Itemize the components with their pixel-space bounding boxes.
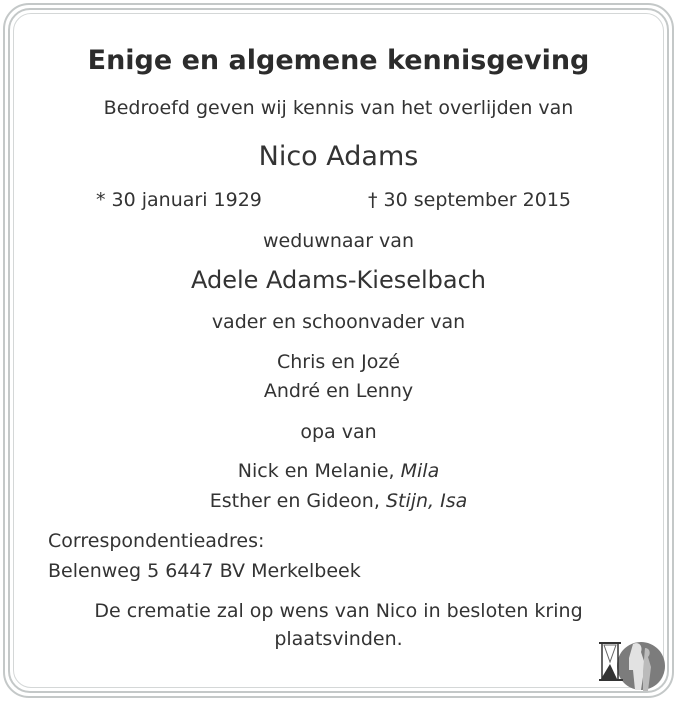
hourglass-embrace-icon	[597, 638, 667, 694]
address: Belenweg 5 6447 BV Merkelbeek	[48, 560, 361, 582]
correspondence-label: Correspondentieadres:	[48, 530, 265, 552]
deceased-name: Nico Adams	[258, 141, 419, 172]
intro-text: Bedroefd geven wij kennis van het overlijden van	[103, 97, 574, 119]
grandchild-kids: Mila	[400, 460, 440, 482]
grandfather-label: opa van	[300, 421, 377, 443]
father-label: vader en schoonvader van	[211, 311, 466, 333]
widower-label: weduwnaar van	[263, 230, 414, 252]
grandchild-line	[0, 489, 677, 513]
spouse-name: Adele Adams-Kieselbach	[191, 266, 486, 294]
closing-line: plaatsvinden.	[274, 628, 403, 650]
grandchild-line	[0, 459, 677, 483]
notice-title: Enige en algemene kennisgeving	[87, 45, 590, 76]
closing-line: De crematie zal op wens van Nico in besloten kring	[94, 600, 583, 622]
grandchild-kids: Stijn, Isa	[385, 490, 468, 512]
death-date: † 30 september 2015	[368, 189, 572, 211]
child-line: André en Lenny	[263, 380, 414, 402]
grandchild-parents: Nick en Melanie,	[237, 460, 395, 482]
birth-date: * 30 januari 1929	[96, 189, 262, 211]
grandchild-parents: Esther en Gideon,	[209, 490, 380, 512]
child-line: Chris en Jozé	[277, 351, 400, 373]
